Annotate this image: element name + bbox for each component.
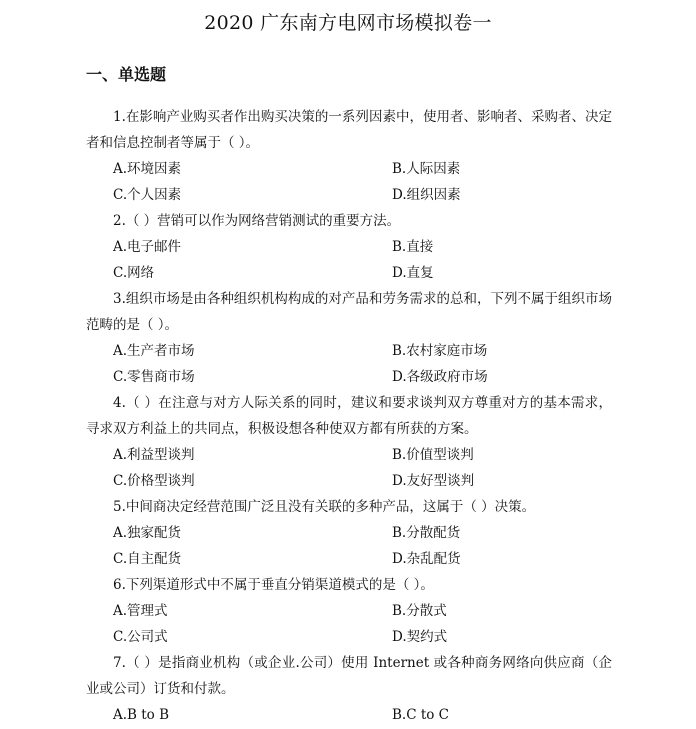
document-title: 2020 广东南方电网市场模拟卷一	[204, 12, 492, 34]
answer-option: B.分散配货	[392, 525, 461, 541]
answer-option: D.友好型谈判	[392, 473, 475, 489]
option-group	[86, 442, 612, 494]
question-text: 5.中间商决定经营范围广泛且没有关联的多种产品，这属于（ ）决策。	[113, 499, 536, 515]
option-group	[86, 234, 612, 286]
answer-option: B.价值型谈判	[392, 447, 474, 463]
answer-option: B.分散式	[392, 603, 447, 619]
question-text: 3.组织市场是由各种组织机构构成的对产品和劳务需求的总和，下列不属于组织市场范畴的是（ ）。	[86, 291, 612, 333]
question-block	[86, 390, 612, 494]
question-text: 1.在影响产业购买者作出购买决策的一系列因素中，使用者、影响者、采购者、决定者和信息控制者等属于（ ）。	[86, 109, 612, 151]
option-group	[86, 520, 612, 572]
answer-option: B.C to C	[392, 707, 450, 723]
answer-option: A.利益型谈判	[113, 447, 195, 463]
answer-option: D.杂乱配货	[392, 551, 461, 567]
section-heading: 一、单选题	[86, 65, 167, 84]
answer-option: A.管理式	[113, 603, 168, 619]
answer-option: C.网络	[113, 265, 155, 281]
answer-option: A.环境因素	[113, 161, 182, 177]
question-block	[86, 104, 612, 208]
answer-option: A.B to B	[113, 707, 170, 723]
answer-option: C.价格型谈判	[113, 473, 195, 489]
option-group	[86, 598, 612, 650]
answer-option: A.电子邮件	[113, 239, 182, 255]
question-block	[86, 572, 612, 650]
answer-option: D.组织因素	[392, 187, 461, 203]
answer-option: C.公司式	[113, 629, 168, 645]
question-block	[86, 208, 612, 286]
answer-option: C.自主配货	[113, 551, 182, 567]
question-block	[86, 494, 612, 572]
answer-option: A.独家配货	[113, 525, 182, 541]
option-group	[86, 702, 612, 728]
question-text: 7.（ ）是指商业机构（或企业.公司）使用 Internet 或各种商务网络向供应商（企业或公司）订货和付款。	[86, 655, 612, 697]
option-group	[86, 338, 612, 390]
question-block	[86, 286, 612, 390]
option-group	[86, 156, 612, 208]
answer-option: B.农村家庭市场	[392, 343, 488, 359]
question-block	[86, 650, 612, 728]
question-text: 2.（ ）营销可以作为网络营销测试的重要方法。	[113, 213, 401, 229]
answer-option: C.个人因素	[113, 187, 182, 203]
answer-option: A.生产者市场	[113, 343, 195, 359]
answer-option: D.直复	[392, 265, 434, 281]
question-text: 4.（ ）在注意与对方人际关系的同时，建议和要求谈判双方尊重对方的基本需求，寻求双方利益上的共同点，积极设想各种使双方都有所获的方案。	[86, 395, 612, 437]
question-list	[86, 104, 612, 728]
question-text: 6.下列渠道形式中不属于垂直分销渠道模式的是（ ）。	[113, 577, 434, 593]
answer-option: D.各级政府市场	[392, 369, 488, 385]
answer-option: B.人际因素	[392, 161, 461, 177]
answer-option: C.零售商市场	[113, 369, 195, 385]
answer-option: B.直接	[392, 239, 434, 255]
answer-option: D.契约式	[392, 629, 448, 645]
